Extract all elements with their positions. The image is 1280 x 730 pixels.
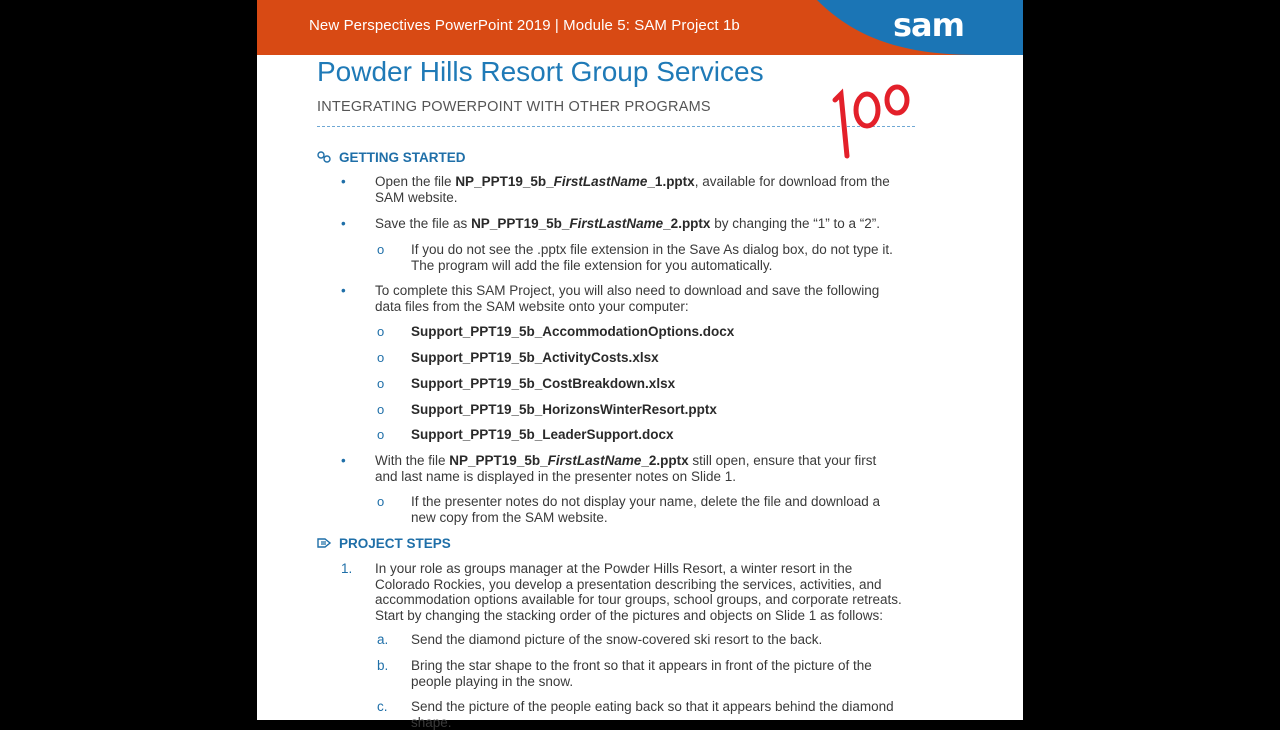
data-file-item: Support_PPT19_5b_CostBreakdown.xlsx	[411, 376, 676, 391]
data-file-item: Support_PPT19_5b_ActivityCosts.xlsx	[411, 350, 659, 365]
sub-bullet-glyph: o	[377, 427, 385, 442]
substep-label: c.	[377, 699, 388, 714]
sam-logo: sam	[893, 6, 964, 44]
document-title: Powder Hills Resort Group Services	[317, 56, 764, 87]
gear-cluster-icon	[317, 151, 331, 163]
bullet-glyph: •	[341, 283, 346, 298]
bullet-glyph: •	[341, 174, 346, 189]
data-file-item: Support_PPT19_5b_AccommodationOptions.docx	[411, 324, 735, 339]
list-item: Save the file as NP_PPT19_5b_FirstLastName_2.pptx by changing the “1” to a “2”.	[375, 216, 881, 231]
getting-started-heading	[317, 150, 466, 165]
substep-b-text: Bring the star shape to the front so that it appears in front of the picture of the people playing in the snow.	[411, 658, 872, 689]
list-subitem: If you do not see the .pptx file extension in the Save As dialog box, do not type it. The program will add the file extension for you automatically.	[411, 242, 893, 273]
document-page	[257, 0, 1023, 730]
steps-icon	[317, 537, 331, 549]
getting-started-label: GETTING STARTED	[339, 150, 466, 165]
list-item: With the file NP_PPT19_5b_FirstLastName_2.pptx still open, ensure that your first and last name is displayed in the presenter notes on Slide 1.	[375, 453, 877, 484]
sub-bullet-glyph: o	[377, 376, 385, 391]
document-subtitle: INTEGRATING POWERPOINT WITH OTHER PROGRAMS	[317, 99, 711, 115]
banner-title: New Perspectives PowerPoint 2019 | Module 5: SAM Project 1b	[309, 17, 740, 34]
substep-label: b.	[377, 658, 389, 673]
bullet-glyph: •	[341, 216, 346, 231]
handwritten-score-100	[827, 78, 917, 168]
project-steps-heading	[317, 536, 451, 551]
substep-label: a.	[377, 632, 389, 647]
header-banner	[257, 0, 1023, 55]
bullet-glyph: •	[341, 453, 346, 468]
sub-bullet-glyph: o	[377, 350, 385, 365]
step-1-text: In your role as groups manager at the Powder Hills Resort, a winter resort in the Colorado Rockies, you develop a presentation describing the services, activities, and accommodation options available for tour groups, school groups, and corporate retreats. Start by changing the stacking order of the pictures and objects on Slide 1 as follows:	[375, 561, 902, 623]
sub-bullet-glyph: o	[377, 402, 385, 417]
title-divider	[317, 126, 915, 127]
data-file-item: Support_PPT19_5b_HorizonsWinterResort.pptx	[411, 402, 717, 417]
step-number: 1.	[341, 561, 353, 576]
sub-bullet-glyph: o	[377, 324, 385, 339]
substep-a-text: Send the diamond picture of the snow-covered ski resort to the back.	[411, 632, 823, 647]
list-item: To complete this SAM Project, you will also need to download and save the following data files from the SAM website onto your computer:	[375, 283, 880, 314]
substep-c-text: Send the picture of the people eating back so that it appears behind the diamond shape.	[411, 699, 894, 730]
sub-bullet-glyph: o	[377, 242, 385, 257]
list-subitem: If the presenter notes do not display your name, delete the file and download a new copy from the SAM website.	[411, 494, 881, 525]
project-steps-label: PROJECT STEPS	[339, 536, 451, 551]
list-item: Open the file NP_PPT19_5b_FirstLastName_1.pptx, available for download from the SAM website.	[375, 174, 890, 205]
sub-bullet-glyph: o	[377, 494, 385, 509]
data-file-item: Support_PPT19_5b_LeaderSupport.docx	[411, 427, 674, 442]
